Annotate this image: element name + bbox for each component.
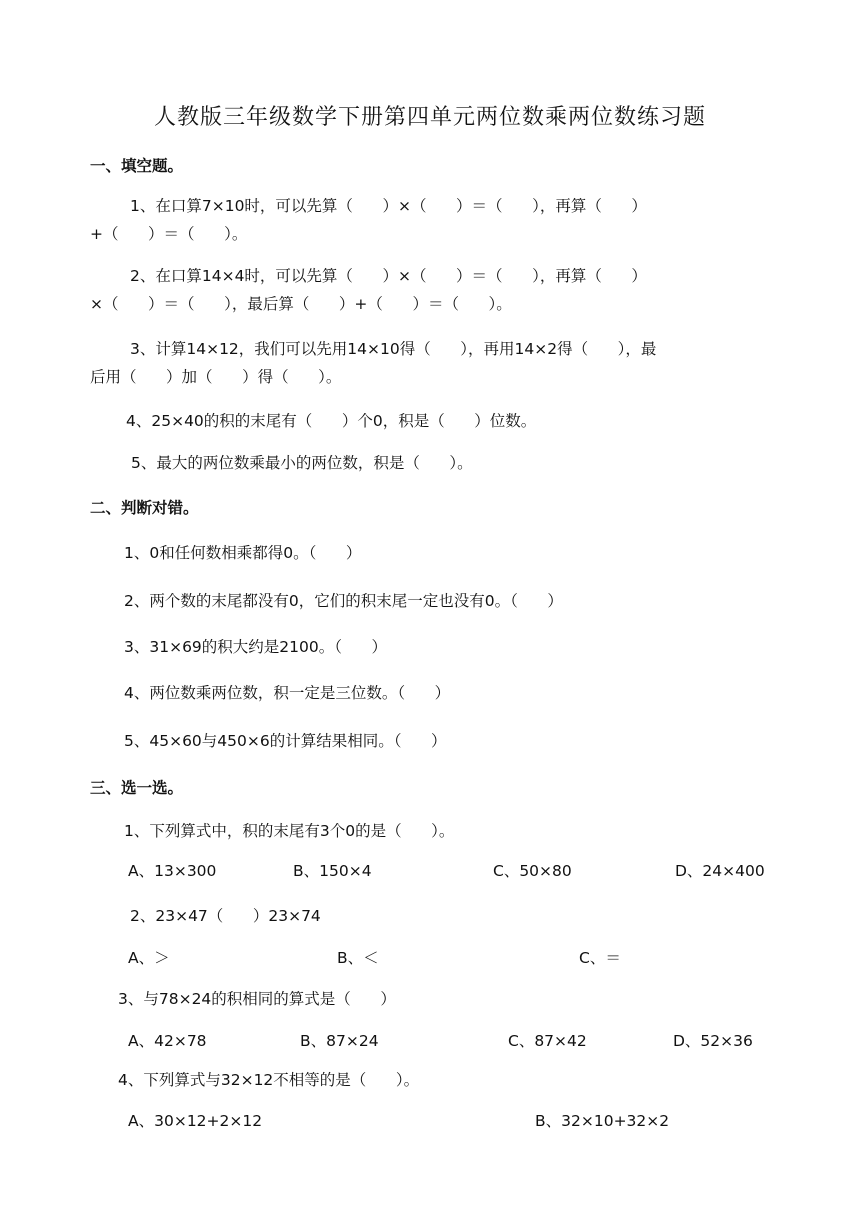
question-line: 1、下列算式中，积的末尾有3个0的是（ ）。 [124,822,455,840]
question-line: +（ ）＝（ ）。 [90,225,248,243]
option-d: D、24×400 [675,862,765,880]
option-c: C、＝ [579,949,621,967]
section-heading-true-false: 二、判断对错。 [90,499,199,517]
question-line: 4、两位数乘两位数，积一定是三位数。（ ） [124,684,451,702]
option-b: B、87×24 [300,1032,379,1050]
option-c: C、87×42 [508,1032,587,1050]
option-a: A、30×12+2×12 [128,1112,263,1130]
section-heading-multiple-choice: 三、选一选。 [90,779,184,797]
option-b: B、32×10+32×2 [535,1112,670,1130]
question-line: 5、最大的两位数乘最小的两位数，积是（ ）。 [131,454,473,472]
option-c: C、50×80 [493,862,572,880]
option-d: D、52×36 [673,1032,753,1050]
page-title: 人教版三年级数学下册第四单元两位数乘两位数练习题 [153,105,706,130]
question-line: 3、31×69的积大约是2100。（ ） [124,638,388,656]
option-a: A、＞ [128,949,170,967]
option-b: B、150×4 [293,862,372,880]
question-line: 1、在口算7×10时，可以先算（ ）×（ ）＝（ ），再算（ ） [130,197,647,215]
question-line: 4、25×40的积的末尾有（ ）个0，积是（ ）位数。 [126,412,537,430]
question-line: ×（ ）＝（ ），最后算（ ）+（ ）＝（ ）。 [90,295,512,313]
option-a: A、42×78 [128,1032,207,1050]
question-line: 1、0和任何数相乘都得0。（ ） [124,544,362,562]
option-b: B、＜ [337,949,379,967]
section-heading-fill-blank: 一、填空题。 [90,157,184,175]
question-line: 2、23×47（ ）23×74 [130,907,321,925]
question-line: 4、下列算式与32×12不相等的是（ ）。 [118,1071,420,1089]
question-line: 5、45×60与450×6的计算结果相同。（ ） [124,732,447,750]
question-line: 2、在口算14×4时，可以先算（ ）×（ ）＝（ ），再算（ ） [130,267,647,285]
question-line: 后用（ ）加（ ）得（ ）。 [90,368,342,386]
question-line: 3、计算14×12，我们可以先用14×10得（ ），再用14×2得（ ），最 [130,340,657,358]
question-line: 2、两个数的末尾都没有0，它们的积末尾一定也没有0。（ ） [124,592,563,610]
option-a: A、13×300 [128,862,217,880]
question-line: 3、与78×24的积相同的算式是（ ） [118,990,396,1008]
